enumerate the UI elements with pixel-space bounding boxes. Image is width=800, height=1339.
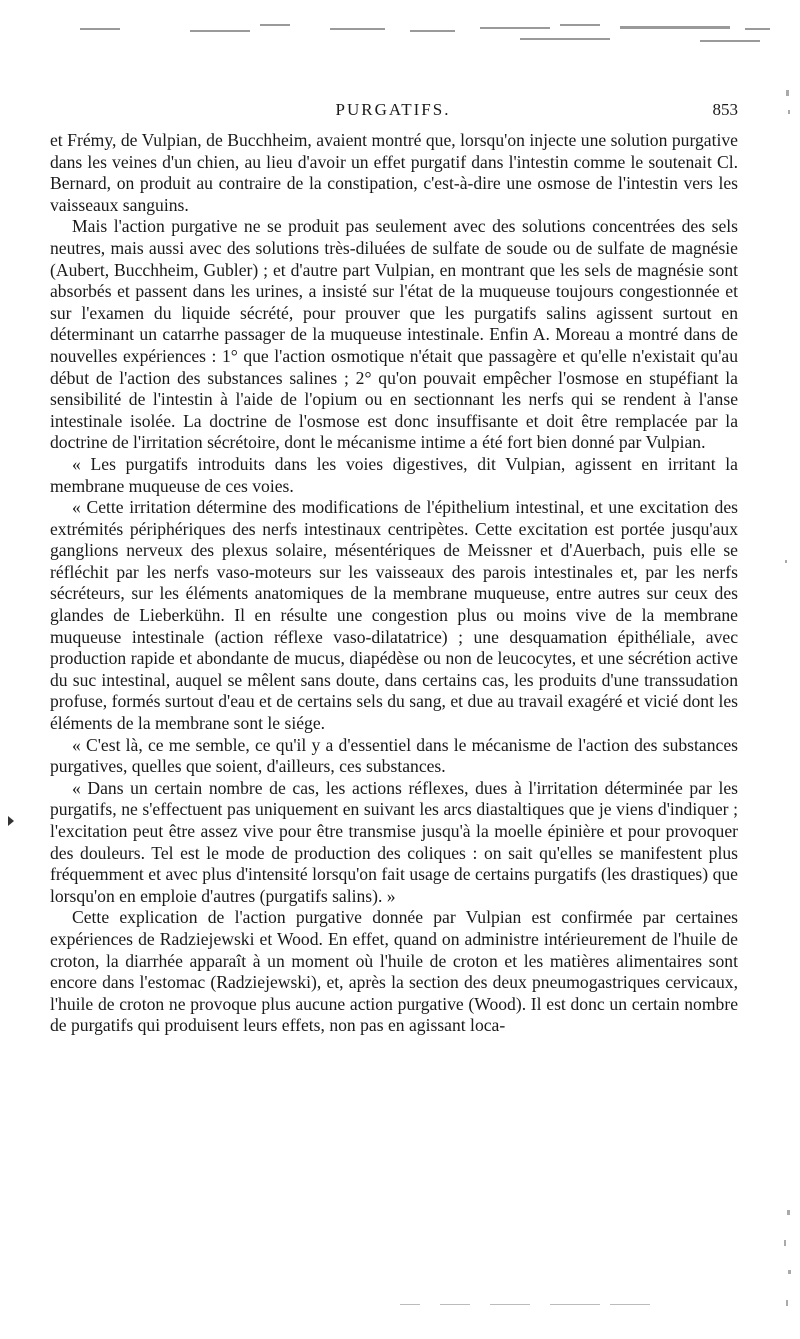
paragraph: Mais l'action purgative ne se produit pas seulement avec des solutions concentrées des sels neutres, mais aussi avec des solutions très-diluées de sulfate de soude ou de sulfate de magnésie (Aubert, Bucchheim, Gubler) ; et d'autre part Vulpian, en montrant que les sels de magnésie sont absorbés et passent dans les urines, a insisté sur l'état de la muqueuse toujours congestionnée et sur l'examen du liquide sécrété, pour prouver que les purgatifs salins agissent surtout en déterminant un catarrhe passager de la muqueuse intestinale. Enfin A. Moreau a montré dans de nouvelles expériences : 1° que l'action osmotique n'était que passagère et qu'elle n'existait qu'au début de l'action des substances salines ; 2° qu'on pouvait empêcher l'osmose en stupéfiant la sensibilité de l'intestin à l'aide de l'opium ou en sectionnant les nerfs qui se rendent à l'anse intestinale isolée. La doctrine de l'osmose est donc insuffisante et doit être remplacée par la doctrine de l'irritation sécrétoire, dont le mécanisme intime a été fort bien donné par Vulpian. — [50, 216, 738, 453]
body-text — [50, 130, 738, 1037]
running-head: PURGATIFS. — [335, 100, 451, 119]
scan-noise-bottom — [400, 1300, 660, 1310]
paragraph: « Cette irritation détermine des modifications de l'épithelium intestinal, et une excitation des extrémités périphériques des nerfs intestinaux centripètes. Cette excitation est portée jusqu'aux ganglions nerveux des plexus solaire, mésentériques de Meissner et d'Auerbach, puis elle se réfléchit par les nerfs vaso-moteurs sur les vaisseaux des parois intestinales et, par les nerfs sécréteurs, sur les éléments anatomiques de la membrane muqueuse, entre autres sur ceux des glandes de Lieberkühn. Il en résulte une congestion plus ou moins vive de la membrane muqueuse intestinale (action réflexe vaso-dilatatrice) ; une desquamation épithéliale, avec production rapide et abondante de mucus, diapédèse ou non de leucocytes, et une sécrétion active du suc intestinal, auquel se mêlent sans doute, dans certains cas, les produits d'une transsudation profuse, formés surtout d'eau et de certains sels du sang, et due au travail exagéré et vicié dont les éléments de la membrane sont le siége. — [50, 497, 738, 734]
margin-mark-icon — [8, 816, 14, 826]
paragraph: « C'est là, ce me semble, ce qu'il y a d'essentiel dans le mécanisme de l'action des substances purgatives, quelles que soient, d'ailleurs, ces substances. — [50, 734, 738, 777]
paragraph: « Les purgatifs introduits dans les voies digestives, dit Vulpian, agissent en irritant la membrane muqueuse de ces voies. — [50, 453, 738, 496]
paragraph: « Dans un certain nombre de cas, les actions réflexes, dues à l'irritation déterminée par les purgatifs, ne s'effectuent pas uniquement en suivant les arcs diastaltiques que je viens d'indiquer ; l'excitation peut être assez vive pour être transmise jusqu'à la moelle épinière et pour provoquer des douleurs. Tel est le mode de production des coliques : on sait qu'elles se manifestent plus fréquemment et avec plus d'intensité lorsqu'on fait usage de certains purgatifs (les drastiques) que lorsqu'on en emploie d'autres (purgatifs salins). » — [50, 777, 738, 906]
scan-noise-right — [760, 60, 800, 1330]
paragraph: Cette explication de l'action purgative donnée par Vulpian est confirmée par certaines expériences de Radziejewski et Wood. En effet, quand on administre intérieurement de l'huile de croton, la diarrhée apparaît à un moment où l'huile de croton et les matières alimentaires sont encore dans l'estomac (Radziejewski), et, après la section des deux pneumogastriques cervicaux, l'huile de croton ne provoque plus aucune action purgative (Wood). Il est donc un certain nombre de purgatifs qui produisent leurs effets, non pas en agissant loca- — [50, 907, 738, 1036]
page-header — [48, 100, 738, 124]
scan-noise-top — [0, 0, 800, 60]
paragraph: et Frémy, de Vulpian, de Bucchheim, avaient montré que, lorsqu'on injecte une solution purgative dans les veines d'un chien, au lieu d'avoir un effet purgatif dans l'intestin comme le soutenait Cl. Bernard, on produit au contraire de la constipation, c'est-à-dire une osmose de l'intestin vers les vaisseaux sanguins. — [50, 130, 738, 215]
page-number: 853 — [712, 100, 738, 119]
